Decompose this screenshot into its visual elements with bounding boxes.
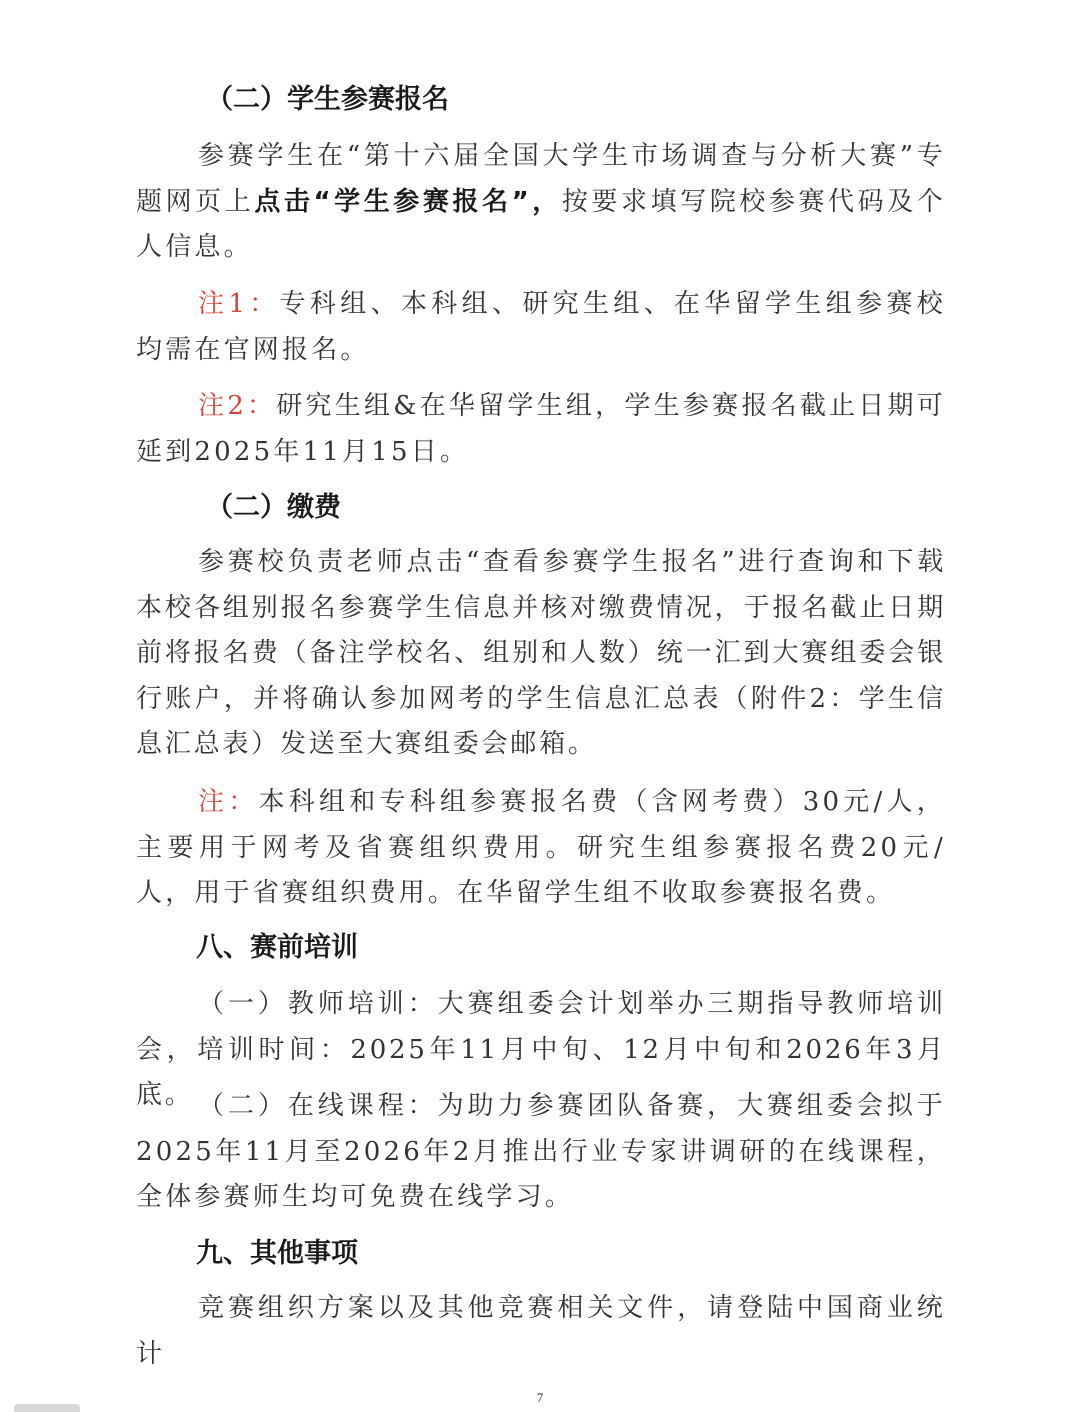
paragraph-teacher-training: （一）教师培训：大赛组委会计划举办三期指导教师培训会，培训时间：2025年11月中旬、12月中旬和2026年3月底。: [136, 989, 946, 1110]
note-1-text: 专科组、本科组、研究生组、在华留学生组参赛校均需在官网报名。: [136, 289, 946, 365]
paragraph-other: 竞赛组织方案以及其他竞赛相关文件，请登陆中国商业统计: [136, 1293, 946, 1369]
note-2-label: 注2：: [198, 391, 277, 421]
page-number: 7: [536, 1390, 544, 1405]
section-heading-training: 八、赛前培训: [196, 932, 358, 963]
paragraph-student-registration: [136, 134, 946, 271]
paragraph-fee: 参赛校负责老师点击“查看参赛学生报名”进行查询和下载本校各组别报名参赛学生信息并核对缴费情况，于报名截止日期前将报名费（备注学校名、组别和人数）统一汇到大赛组委会银行账户，并将确认参加网考的学生信息汇总表（附件2：学生信息汇总表）发送至大赛组委会邮箱。: [136, 547, 946, 759]
registration-text-a: 参赛学生在“第十六届全国大学生市场调查与分析大赛”专题网页上: [136, 141, 946, 217]
note-fee-text: 本科组和专科组参赛报名费（含网考费）30元/人，主要用于网考及省赛组织费用。研究生组参赛报名费20元/人，用于省赛组织费用。在华留学生组不收取参赛报名费。: [136, 787, 946, 908]
section-heading-student-registration: （二）学生参赛报名: [206, 84, 449, 115]
registration-text-emphasis: 点击“学生参赛报名”，: [254, 186, 562, 217]
note-fee: [136, 780, 946, 917]
note-1: [136, 282, 946, 373]
scrollbar-thumb[interactable]: [14, 1404, 80, 1412]
note-2: [136, 384, 946, 475]
note-1-label: 注1：: [198, 289, 280, 319]
paragraph-online-course: （二）在线课程：为助力参赛团队备赛，大赛组委会拟于2025年11月至2026年2月推出行业专家讲调研的在线课程，全体参赛师生均可免费在线学习。: [136, 1091, 946, 1212]
note-2-text: 研究生组&在华留学生组，学生参赛报名截止日期可延到2025年11月15日。: [136, 391, 946, 467]
note-fee-label: 注：: [198, 787, 259, 817]
registration-text-c: 按要求填写院校参赛代码及个人信息。: [136, 186, 946, 262]
section-heading-fee: （二）缴费: [206, 492, 341, 523]
section-heading-other: 九、其他事项: [196, 1238, 358, 1269]
